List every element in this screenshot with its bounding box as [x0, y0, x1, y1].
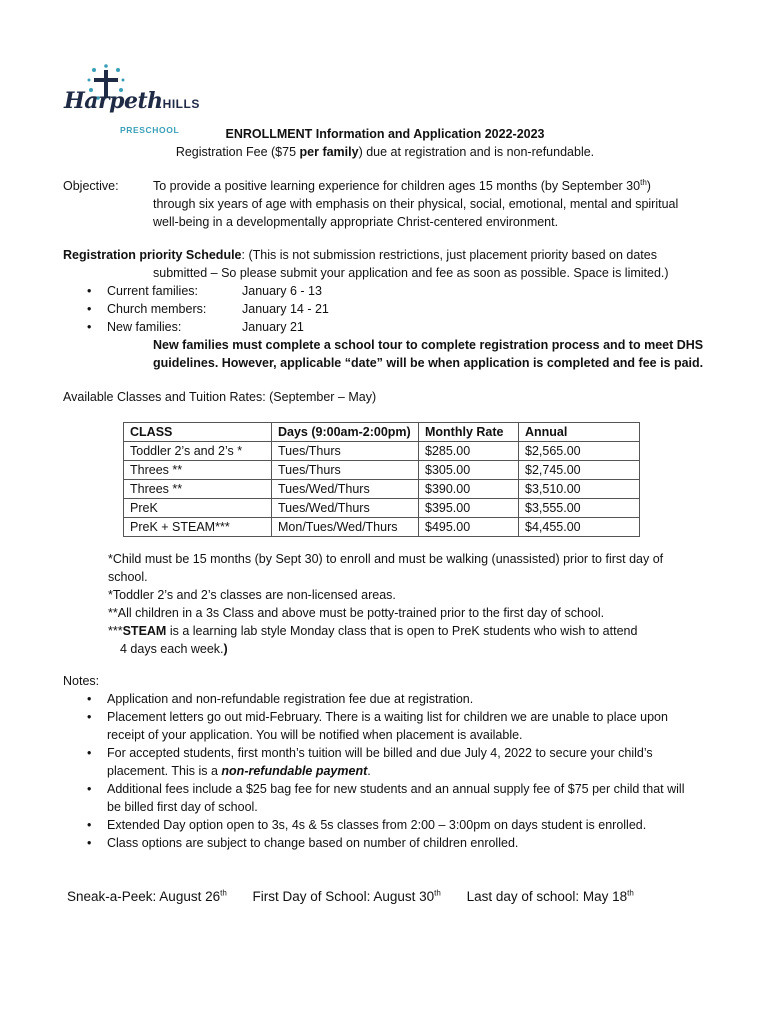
sneak-peek-text: Sneak-a-Peek: August 26: [67, 889, 221, 904]
footnote-4-close: ): [223, 642, 228, 656]
cell-class: PreK + STEAM***: [124, 518, 272, 537]
notes-list: [63, 690, 723, 852]
last-day-text: Last day of school: May 18: [466, 889, 628, 904]
footnote-4-line2-text: 4 days each week.: [120, 642, 224, 656]
cell-class: Threes **: [124, 461, 272, 480]
cell-monthly: $395.00: [419, 499, 519, 518]
col-class: CLASS: [124, 423, 272, 442]
list-item: [63, 318, 723, 336]
footnote-1-line2: school.: [108, 570, 148, 584]
cell-class: Toddler 2’s and 2’s *: [124, 442, 272, 461]
cell-days: Mon/Tues/Wed/Thurs: [272, 518, 419, 537]
list-item: • Extended Day option open to 3s, 4s & 5s classes from 2:00 – 3:00pm on days student is enrolled.: [63, 816, 723, 834]
objective-line2: through six years of age with emphasis on their physical, social, emotional, mental and spiritual: [153, 197, 679, 211]
cell-days: Tues/Wed/Thurs: [272, 499, 419, 518]
registration-fee: [0, 143, 770, 161]
cell-annual: $4,455.00: [519, 518, 640, 537]
logo-hills: HILLS: [162, 97, 200, 111]
last-day-sup: th: [627, 888, 634, 898]
footnote-3: **All children in a 3s Class and above must be potty-trained prior to the first day of school.: [108, 606, 605, 620]
note-3-emphasis: non-refundable payment: [221, 764, 368, 778]
objective-text: [153, 177, 713, 231]
footnotes: [108, 550, 708, 658]
list-item: • Application and non-refundable registration fee due at registration.: [63, 690, 723, 708]
priority-item-label: Current families:: [107, 284, 198, 298]
note-3-after: .: [367, 764, 371, 778]
first-day-text: First Day of School: August 30: [252, 889, 435, 904]
priority-item-date: January 14 - 21: [242, 302, 329, 316]
priority-item-label: New families:: [107, 320, 182, 334]
objective-line1: [153, 177, 713, 195]
logo-wordmark: [64, 88, 200, 114]
cell-class: PreK: [124, 499, 272, 518]
table-header-row: [124, 423, 640, 442]
list-item: • Class options are subject to change based on number of children enrolled.: [63, 834, 723, 852]
list-item: [63, 300, 723, 318]
cell-monthly: $495.00: [419, 518, 519, 537]
priority-item-label: Church members:: [107, 302, 207, 316]
new-families-note-line2: guidelines. However, applicable “date” will be when application is completed and fee is paid.: [153, 356, 704, 370]
reg-fee-after: ) due at registration and is non-refundable.: [358, 145, 595, 159]
cell-monthly: $285.00: [419, 442, 519, 461]
table-row: [124, 518, 640, 537]
table-row: [124, 480, 640, 499]
cell-annual: $2,565.00: [519, 442, 640, 461]
note-4-line1: • Additional fees include a $25 bag fee for new students and an annual supply fee of $75 per child that will: [107, 782, 685, 796]
cell-monthly: $390.00: [419, 480, 519, 499]
priority-line1-text: : (This is not submission restrictions, just placement priority based on dates: [241, 248, 657, 262]
cell-annual: $3,555.00: [519, 499, 640, 518]
objective-label: Objective:: [63, 179, 119, 193]
priority-line1: [63, 246, 723, 264]
footnote-2: *Toddler 2’s and 2’s classes are non-licensed areas.: [108, 588, 396, 602]
objective-line1-text: To provide a positive learning experience for children ages 15 months (by September 30: [153, 179, 641, 193]
cell-days: Tues/Wed/Thurs: [272, 480, 419, 499]
notes-label: Notes:: [63, 674, 100, 688]
cell-days: Tues/Thurs: [272, 442, 419, 461]
new-families-note-line1: New families must complete a school tour to complete registration process and to meet DHS: [153, 338, 704, 352]
objective-line1-end: ): [646, 179, 651, 193]
note-2-line1: • Placement letters go out mid-February. There is a waiting list for children we are unable to place upon: [107, 710, 668, 724]
cell-monthly: $305.00: [419, 461, 519, 480]
page-title: ENROLLMENT Information and Application 2022-2023: [225, 127, 545, 141]
footnote-4-line2: [108, 640, 708, 658]
list-item: [63, 282, 723, 300]
reg-fee-bold: per family: [299, 145, 359, 159]
col-monthly: Monthly Rate: [419, 423, 519, 442]
objective-line3: well-being in a developmentally appropriate Christ-centered environment.: [153, 215, 559, 229]
priority-list: [63, 282, 723, 336]
footnote-4-bold: STEAM: [122, 624, 167, 638]
tuition-table: [123, 422, 640, 537]
priority-label: Registration priority Schedule: [63, 248, 242, 262]
table-row: [124, 442, 640, 461]
list-item: [63, 744, 723, 780]
reg-fee-before: Registration Fee ($75: [175, 145, 300, 159]
sneak-peek-sup: th: [220, 888, 227, 898]
col-days: Days (9:00am-2:00pm): [272, 423, 419, 442]
last-day-date: [467, 889, 634, 904]
logo-harpeth: Harpeth: [64, 88, 163, 114]
footnote-4-rest: is a learning lab style Monday class that is open to PreK students who wish to attend: [166, 624, 638, 638]
list-item: [63, 708, 723, 744]
table-row: [124, 499, 640, 518]
first-day-date: [253, 889, 441, 904]
sneak-peek-date: [67, 889, 227, 904]
note-3-line1: • For accepted students, first month’s tuition will be billed and due July 4, 2022 to secure your child’s: [107, 746, 653, 760]
col-annual: Annual: [519, 423, 640, 442]
table-row: [124, 461, 640, 480]
priority-line2: submitted – So please submit your application and fee as soon as possible. Space is limited.): [153, 266, 669, 280]
note-4-line2: be billed first day of school.: [107, 800, 258, 814]
logo-preschool: PRESCHOOL: [120, 125, 180, 135]
cell-class: Threes **: [124, 480, 272, 499]
note-3-line2: [107, 762, 723, 780]
footnote-1-line1: *Child must be 15 months (by Sept 30) to enroll and must be walking (unassisted) prior to first day of: [108, 552, 664, 566]
list-item: [63, 780, 723, 816]
key-dates: [67, 888, 656, 906]
objective-sup: th: [640, 177, 647, 187]
priority-schedule: [63, 246, 723, 372]
note-3-before: placement. This is a: [107, 764, 222, 778]
note-2-line2: receipt of your application. You will be notified when placement is available.: [107, 728, 523, 742]
footnote-4: [108, 622, 708, 640]
cell-annual: $3,510.00: [519, 480, 640, 499]
priority-item-date: January 6 - 13: [242, 284, 322, 298]
cell-days: Tues/Thurs: [272, 461, 419, 480]
cell-annual: $2,745.00: [519, 461, 640, 480]
footnote-4-stars: ***: [108, 624, 123, 638]
first-day-sup: th: [434, 888, 441, 898]
classes-heading: Available Classes and Tuition Rates: (September – May): [63, 390, 377, 404]
priority-item-date: January 21: [242, 320, 304, 334]
